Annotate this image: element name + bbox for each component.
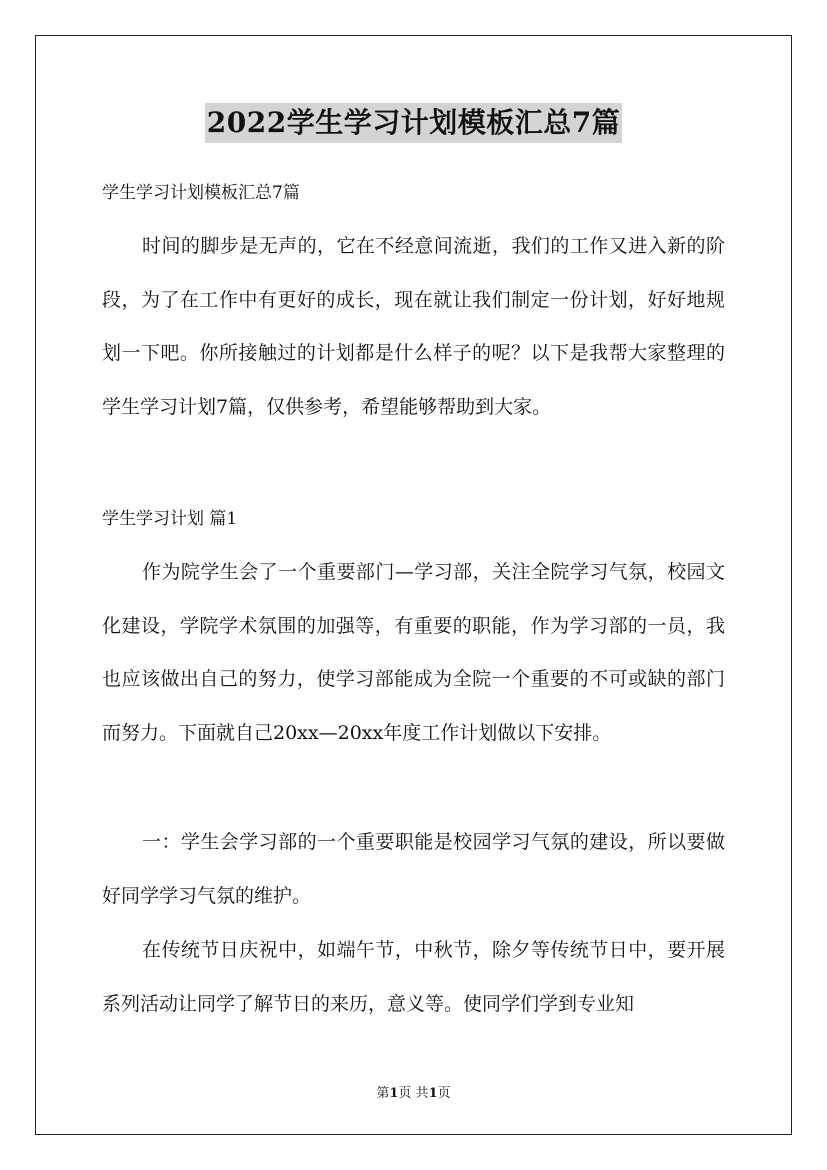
section-heading: 学生学习计划 篇1 (102, 509, 238, 529)
section1-paragraph-1: 作为院学生会了一个重要部门—学习部，关注全院学习气氛，校园文化建设，学院学术氛围的加强等，有重要的职能，作为学习部的一员，我也应该做出自己的努力，使学习部能成为全院一个重要的不可或缺的部门而努力。下面就自己20xx—20xx年度工作计划做以下安排。 (102, 561, 725, 744)
section1-paragraph-2: 一：学生会学习部的一个重要职能是校园学习气氛的建设，所以要做好同学学习气氛的维护。 (102, 831, 725, 907)
document-title: 2022学生学习计划模板汇总7篇 (205, 103, 622, 143)
document-subtitle: 学生学习计划模板汇总7篇 (102, 183, 300, 203)
footer-suffix: 页 (437, 1086, 451, 1101)
intro-paragraph: 时间的脚步是无声的，它在不经意间流逝，我们的工作又进入新的阶段，为了在工作中有更好的成长，现在就让我们制定一份计划，好好地规划一下吧。你所接触过的计划都是什么样子的呢？以下是我帮大家整理的学生学习计划7篇，仅供参考，希望能够帮助到大家。 (102, 235, 725, 418)
footer-prefix: 第 (376, 1086, 390, 1101)
page-footer (0, 1085, 827, 1103)
section1-paragraph-3: 在传统节日庆祝中，如端午节，中秋节，除夕等传统节日中，要开展系列活动让同学了解节日的来历，意义等。使同学们学到专业知 (102, 939, 725, 1015)
footer-middle: 页 共 (398, 1086, 429, 1101)
footer-page-number: 1 (389, 1086, 399, 1101)
title-container (0, 103, 827, 143)
footer-total-pages: 1 (428, 1086, 438, 1101)
